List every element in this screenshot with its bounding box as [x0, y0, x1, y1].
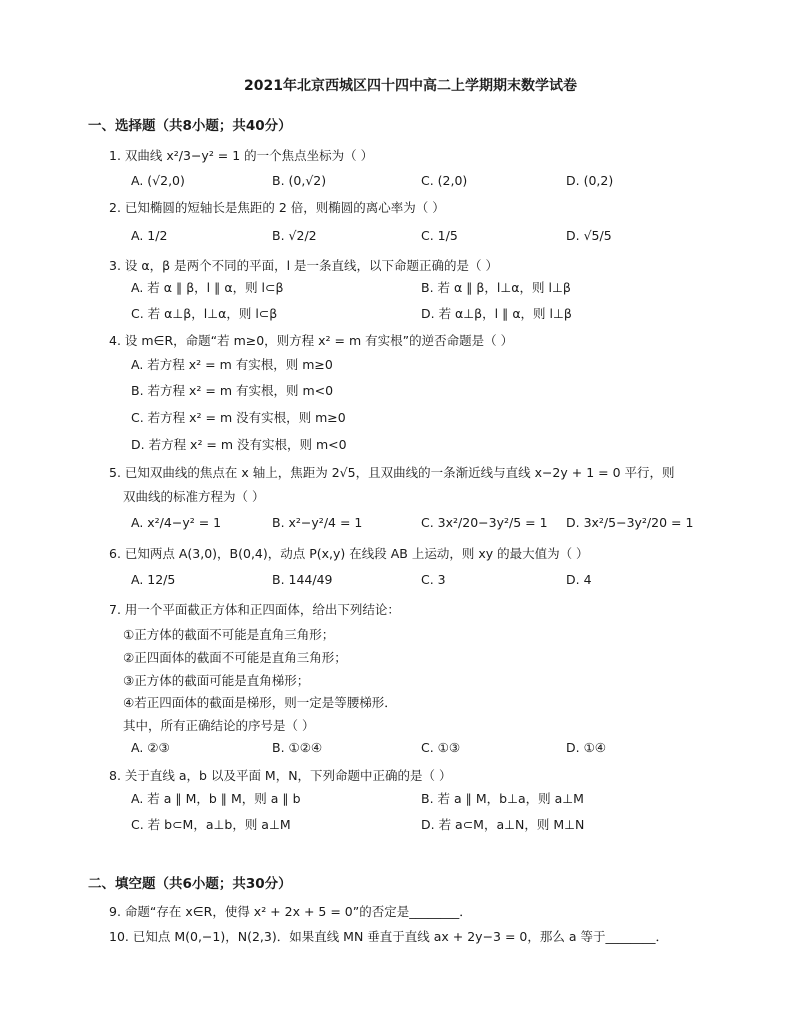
q8-option-b: B. 若 a ∥ M，b⊥a，则 a⊥M [421, 791, 584, 806]
q7-statement-2: ②正四面体的截面不可能是直角三角形； [123, 650, 347, 665]
question-9-stem: 9. 命题“存在 x∈R，使得 x² + 2x + 5 = 0”的否定是________． [109, 904, 472, 919]
question-5-stem-line2: 双曲线的标准方程为（ ） [123, 489, 265, 504]
q3-option-d: D. 若 α⊥β，l ∥ α，则 l⊥β [421, 306, 572, 321]
q2-option-b: B. √2/2 [272, 228, 317, 243]
q4-option-c: C. 若方程 x² = m 没有实根，则 m≥0 [131, 410, 346, 425]
q6-option-a: A. 12/5 [131, 572, 176, 587]
question-4-stem: 4. 设 m∈R，命题“若 m≥0，则方程 x² = m 有实根”的逆否命题是（ ） [109, 333, 514, 348]
q7-ask: 其中，所有正确结论的序号是（ ） [123, 718, 315, 733]
q4-option-a: A. 若方程 x² = m 有实根，则 m≥0 [131, 357, 333, 372]
q7-option-b: B. ①②④ [272, 740, 323, 755]
q5-option-b: B. x²−y²/4 = 1 [272, 515, 363, 530]
q2-option-c: C. 1/5 [421, 228, 458, 243]
question-3-stem: 3. 设 α，β 是两个不同的平面，l 是一条直线，以下命题正确的是（ ） [109, 258, 498, 273]
q6-option-d: D. 4 [566, 572, 592, 587]
question-5-stem-line1: 5. 已知双曲线的焦点在 x 轴上，焦距为 2√5，且双曲线的一条渐近线与直线 x−2y + 1 = 0 平行，则 [109, 465, 675, 480]
q6-option-b: B. 144/49 [272, 572, 333, 587]
q2-option-d: D. √5/5 [566, 228, 612, 243]
q1-option-c: C. (2,0) [421, 173, 468, 188]
q1-option-b: B. (0,√2) [272, 173, 327, 188]
q7-statement-3: ③正方体的截面可能是直角梯形； [123, 673, 310, 688]
q3-option-c: C. 若 α⊥β，l⊥α，则 l⊂β [131, 306, 278, 321]
q5-option-a: A. x²/4−y² = 1 [131, 515, 222, 530]
q7-option-d: D. ①④ [566, 740, 606, 755]
q8-option-a: A. 若 a ∥ M，b ∥ M，则 a ∥ b [131, 791, 301, 806]
q1-option-a: A. (√2,0) [131, 173, 185, 188]
q5-option-c: C. 3x²/20−3y²/5 = 1 [421, 515, 548, 530]
q5-option-d: D. 3x²/5−3y²/20 = 1 [566, 515, 694, 530]
question-10-stem: 10. 已知点 M(0,−1)，N(2,3)．如果直线 MN 垂直于直线 ax + 2y−3 = 0，那么 a 等于________． [109, 929, 668, 944]
q8-option-c: C. 若 b⊂M，a⊥b，则 a⊥M [131, 817, 291, 832]
q7-option-c: C. ①③ [421, 740, 461, 755]
question-7-stem: 7. 用一个平面截正方体和正四面体，给出下列结论： [109, 602, 400, 617]
q2-option-a: A. 1/2 [131, 228, 168, 243]
q4-option-d: D. 若方程 x² = m 没有实根，则 m<0 [131, 437, 347, 452]
q7-statement-4: ④若正四面体的截面是梯形，则一定是等腰梯形． [123, 695, 397, 710]
question-1-stem: 1. 双曲线 x²/3−y² = 1 的一个焦点坐标为（ ） [109, 148, 374, 163]
q7-statement-1: ①正方体的截面不可能是直角三角形； [123, 627, 335, 642]
q4-option-b: B. 若方程 x² = m 有实根，则 m<0 [131, 383, 334, 398]
question-2-stem: 2. 已知椭圆的短轴长是焦距的 2 倍，则椭圆的离心率为（ ） [109, 200, 445, 215]
q3-option-b: B. 若 α ∥ β，l⊥α，则 l⊥β [421, 280, 571, 295]
q7-option-a: A. ②③ [131, 740, 170, 755]
question-6-stem: 6. 已知两点 A(3,0)，B(0,4)，动点 P(x,y) 在线段 AB 上运动，则 xy 的最大值为（ ） [109, 546, 589, 561]
q3-option-a: A. 若 α ∥ β，l ∥ α，则 l⊂β [131, 280, 284, 295]
q8-option-d: D. 若 a⊂M，a⊥N，则 M⊥N [421, 817, 585, 832]
page-title: 2021年北京西城区四十四中高二上学期期末数学试卷 [244, 78, 577, 94]
question-8-stem: 8. 关于直线 a，b 以及平面 M，N，下列命题中正确的是（ ） [109, 768, 452, 783]
q1-option-d: D. (0,2) [566, 173, 614, 188]
section-heading-choice: 一、选择题（共8小题；共40分） [88, 118, 292, 134]
q6-option-c: C. 3 [421, 572, 446, 587]
section-heading-fill: 二、填空题（共6小题；共30分） [88, 876, 292, 892]
